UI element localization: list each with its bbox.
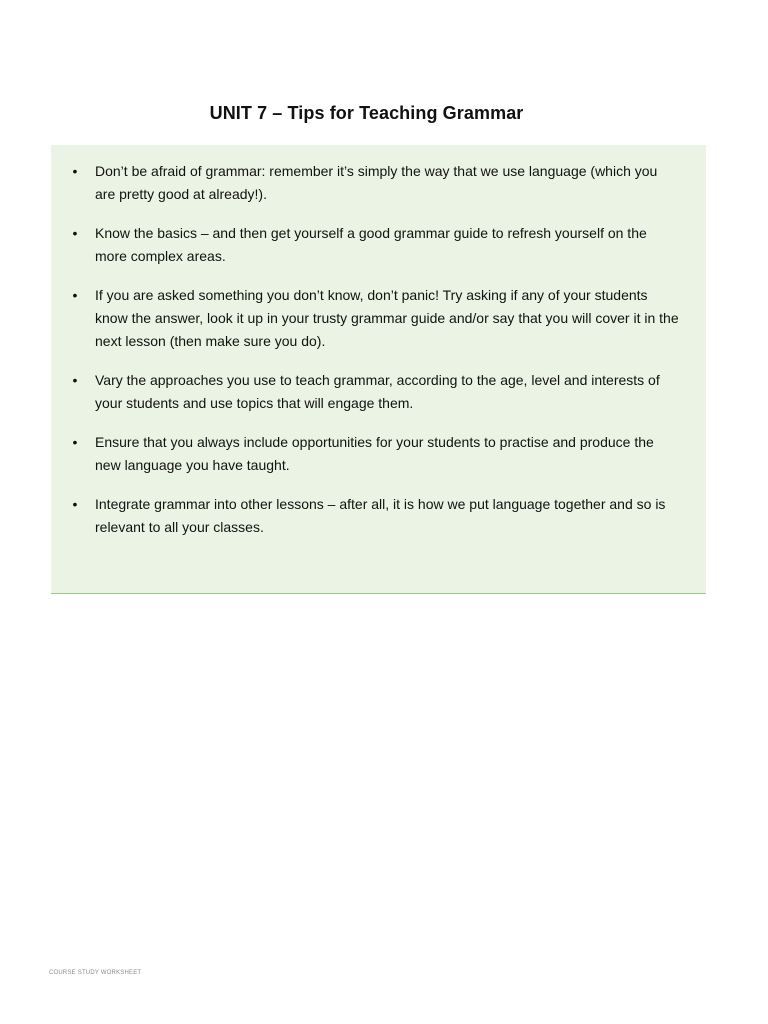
tips-box [51,145,706,594]
tip-item [51,431,680,477]
tip-item [51,160,680,206]
tip-item [51,284,680,353]
tip-text: Vary the approaches you use to teach grammar, according to the age, level and interests of your students and use topics that will engage them. [95,372,660,411]
tip-text: Ensure that you always include opportunities for your students to practise and produce the new language you have taught. [95,434,654,473]
bullet-icon: • [72,496,78,512]
page-title: UNIT 7 – Tips for Teaching Grammar [209,103,524,123]
bullet-icon: • [72,372,78,388]
tips-list [51,145,706,539]
bullet-icon: • [72,434,78,450]
tip-text: Don’t be afraid of grammar: remember it’s simply the way that we use language (which you are pretty good at already!). [95,163,658,202]
bullet-icon: • [72,287,78,303]
tip-item [51,222,680,268]
tip-item [51,369,680,415]
tip-text: Know the basics – and then get yourself a good grammar guide to refresh yourself on the more complex areas. [95,225,647,264]
footer-label: COURSE STUDY WORKSHEET [49,970,142,976]
tip-text: Integrate grammar into other lessons – after all, it is how we put language together and so is relevant to all your classes. [95,496,666,535]
tip-text: If you are asked something you don’t know, don’t panic! Try asking if any of your students know the answer, look it up in your trusty grammar guide and/or say that you will cover it in the next lesson (then make sure you do). [95,287,679,349]
bullet-icon: • [72,163,78,179]
bullet-icon: • [72,225,78,241]
tip-item [51,493,680,539]
